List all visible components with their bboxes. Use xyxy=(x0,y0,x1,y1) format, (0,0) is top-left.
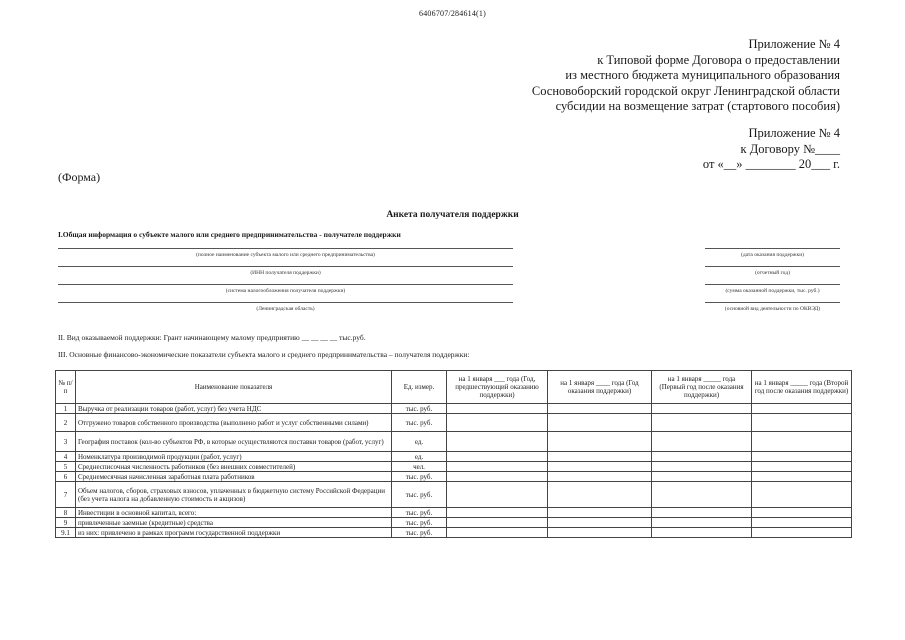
document-id: 6406707/284614(1) xyxy=(419,9,486,18)
table-row xyxy=(56,414,852,432)
value-cell[interactable] xyxy=(652,482,752,508)
value-cell[interactable] xyxy=(652,404,752,414)
fill-line-support-sum[interactable] xyxy=(705,284,840,285)
fill-line-inn[interactable] xyxy=(58,266,513,267)
appendix-header-contract xyxy=(703,126,840,173)
row-name: Номенклатура производимой продукции (работ, услуг) xyxy=(76,452,392,462)
appendix-header-typical-form xyxy=(532,37,840,115)
fill-line-company-name[interactable] xyxy=(58,248,513,249)
appendix-line: от «__» ________ 20___ г. xyxy=(702,157,840,171)
table-row xyxy=(56,404,852,414)
row-unit: тыс. руб. xyxy=(392,518,447,528)
row-name: Выручка от реализации товаров (работ, услуг) без учета НДС xyxy=(76,404,392,414)
form-label: (Форма) xyxy=(58,170,101,184)
value-cell[interactable] xyxy=(447,472,548,482)
value-cell[interactable] xyxy=(752,508,852,518)
row-name: Инвестиции в основной капитал, всего: xyxy=(76,508,392,518)
value-cell[interactable] xyxy=(548,414,652,432)
caption-company-name: (полное наименование субъекта малого или среднего предпринимательства) xyxy=(196,252,375,258)
value-cell[interactable] xyxy=(652,414,752,432)
caption-inn: (ИНН получателя поддержки) xyxy=(250,270,321,276)
value-cell[interactable] xyxy=(752,518,852,528)
row-unit: чел. xyxy=(392,462,447,472)
value-cell[interactable] xyxy=(652,508,752,518)
row-num: 1 xyxy=(56,404,76,414)
value-cell[interactable] xyxy=(548,432,652,452)
header-col4: на 1 января _____ года (Второй год после оказания поддержки) xyxy=(752,371,852,404)
table-row xyxy=(56,462,852,472)
row-num: 3 xyxy=(56,432,76,452)
appendix-line: к Договору №____ xyxy=(740,141,840,156)
value-cell[interactable] xyxy=(652,528,752,538)
appendix-line: Сосновоборский городской округ Ленинградской области xyxy=(531,83,840,98)
table-row xyxy=(56,472,852,482)
row-num: 5 xyxy=(56,462,76,472)
table-row xyxy=(56,432,852,452)
row-num: 9.1 xyxy=(56,528,76,538)
value-cell[interactable] xyxy=(548,518,652,528)
fill-line-region[interactable] xyxy=(58,302,513,303)
value-cell[interactable] xyxy=(447,462,548,472)
value-cell[interactable] xyxy=(652,518,752,528)
row-name: Среднесписочная численность работников (без внешних совместителей) xyxy=(76,462,392,472)
caption-okved: (основной вид деятельности по ОКВЭД) xyxy=(724,306,821,312)
caption-support-sum: (сумма оказанной поддержки, тыс. руб.) xyxy=(725,288,820,294)
row-name: Среднемесячная начисленная заработная плата работников xyxy=(76,472,392,482)
value-cell[interactable] xyxy=(447,404,548,414)
value-cell[interactable] xyxy=(447,508,548,518)
appendix-line: из местного бюджета муниципального образования xyxy=(565,68,840,82)
table-row xyxy=(56,518,852,528)
section-2-support-type: II. Вид оказываемой поддержки: Грант начинающему малому предприятию __ __ __ __ тыс.руб. xyxy=(58,333,366,342)
row-num: 7 xyxy=(56,482,76,508)
value-cell[interactable] xyxy=(752,414,852,432)
value-cell[interactable] xyxy=(548,508,652,518)
value-cell[interactable] xyxy=(652,472,752,482)
value-cell[interactable] xyxy=(447,518,548,528)
row-unit: ед. xyxy=(392,432,447,452)
row-name: Отгружено товаров собственного производства (выполнено работ и услуг собственными силами) xyxy=(76,414,392,432)
row-unit: тыс. руб. xyxy=(392,404,447,414)
row-name: География поставок (кол-во субъектов РФ, в которые осуществляются поставки товаров (работ, услуг) xyxy=(76,432,392,452)
caption-tax-system: (система налогообложения получателя поддержки) xyxy=(225,288,346,294)
value-cell[interactable] xyxy=(548,404,652,414)
value-cell[interactable] xyxy=(652,452,752,462)
row-num: 2 xyxy=(56,414,76,432)
fill-line-report-year[interactable] xyxy=(705,266,840,267)
table-header-row xyxy=(56,371,852,404)
value-cell[interactable] xyxy=(447,528,548,538)
value-cell[interactable] xyxy=(447,452,548,462)
row-unit: тыс. руб. xyxy=(392,472,447,482)
caption-support-date: (дата оказания поддержки) xyxy=(741,252,804,258)
row-name: привлеченные заемные (кредитные) средства xyxy=(76,518,392,528)
value-cell[interactable] xyxy=(752,452,852,462)
row-unit: тыс. руб. xyxy=(392,508,447,518)
value-cell[interactable] xyxy=(752,472,852,482)
value-cell[interactable] xyxy=(752,528,852,538)
header-col3: на 1 января _____ года (Первый год после оказания поддержки) xyxy=(652,371,752,404)
appendix-line: субсидии на возмещение затрат (стартового пособия) xyxy=(555,99,840,113)
section-3-heading: III. Основные финансово-экономические показатели субъекта малого и среднего предпринимательства – получателя поддержки: xyxy=(58,350,470,359)
value-cell[interactable] xyxy=(447,414,548,432)
row-name: Объем налогов, сборов, страховых взносов, уплаченных в бюджетную систему Российской Федерации (без учета налога на добавленную стоимость и акцизов) xyxy=(76,482,392,508)
fill-line-tax-system[interactable] xyxy=(58,284,513,285)
table-row xyxy=(56,482,852,508)
header-unit: Ед. измер. xyxy=(392,371,447,404)
appendix-line: Приложение № 4 xyxy=(748,37,840,51)
value-cell[interactable] xyxy=(548,482,652,508)
value-cell[interactable] xyxy=(752,432,852,452)
table-row xyxy=(56,528,852,538)
indicators-table xyxy=(55,370,852,538)
row-unit: тыс. руб. xyxy=(392,482,447,508)
value-cell[interactable] xyxy=(447,482,548,508)
row-name: из них: привлечено в рамках программ государственной поддержки xyxy=(76,528,392,538)
header-name: Наименование показателя xyxy=(76,371,392,404)
caption-report-year: (отчетный год) xyxy=(755,270,790,276)
header-num: № п/п xyxy=(56,371,76,404)
value-cell[interactable] xyxy=(652,432,752,452)
table-row xyxy=(56,452,852,462)
page-title: Анкета получателя поддержки xyxy=(386,210,519,220)
appendix-line: Приложение № 4 xyxy=(748,126,840,140)
table-row xyxy=(56,508,852,518)
row-num: 6 xyxy=(56,472,76,482)
row-num: 4 xyxy=(56,452,76,462)
row-num: 9 xyxy=(56,518,76,528)
row-unit: ед. xyxy=(392,452,447,462)
value-cell[interactable] xyxy=(548,452,652,462)
section-1-heading: I.Общая информация о субъекте малого или среднего предпринимательства - получателе поддержки xyxy=(58,230,401,239)
value-cell[interactable] xyxy=(548,462,652,472)
value-cell[interactable] xyxy=(548,528,652,538)
value-cell[interactable] xyxy=(652,462,752,472)
row-unit: тыс. руб. xyxy=(392,528,447,538)
value-cell[interactable] xyxy=(447,432,548,452)
row-unit: тыс. руб. xyxy=(392,414,447,432)
appendix-line: к Типовой форме Договора о предоставлении xyxy=(597,52,840,67)
caption-region: (Ленинградская область) xyxy=(256,306,315,312)
row-num: 8 xyxy=(56,508,76,518)
header-col2: на 1 января ____ года (Год оказания поддержки) xyxy=(548,371,652,404)
fill-line-okved[interactable] xyxy=(705,302,840,303)
fill-line-support-date[interactable] xyxy=(705,248,840,249)
header-col1: на 1 января ___ года (Год, предшествующий оказанию поддержки) xyxy=(447,371,548,404)
value-cell[interactable] xyxy=(548,472,652,482)
value-cell[interactable] xyxy=(752,482,852,508)
value-cell[interactable] xyxy=(752,404,852,414)
value-cell[interactable] xyxy=(752,462,852,472)
